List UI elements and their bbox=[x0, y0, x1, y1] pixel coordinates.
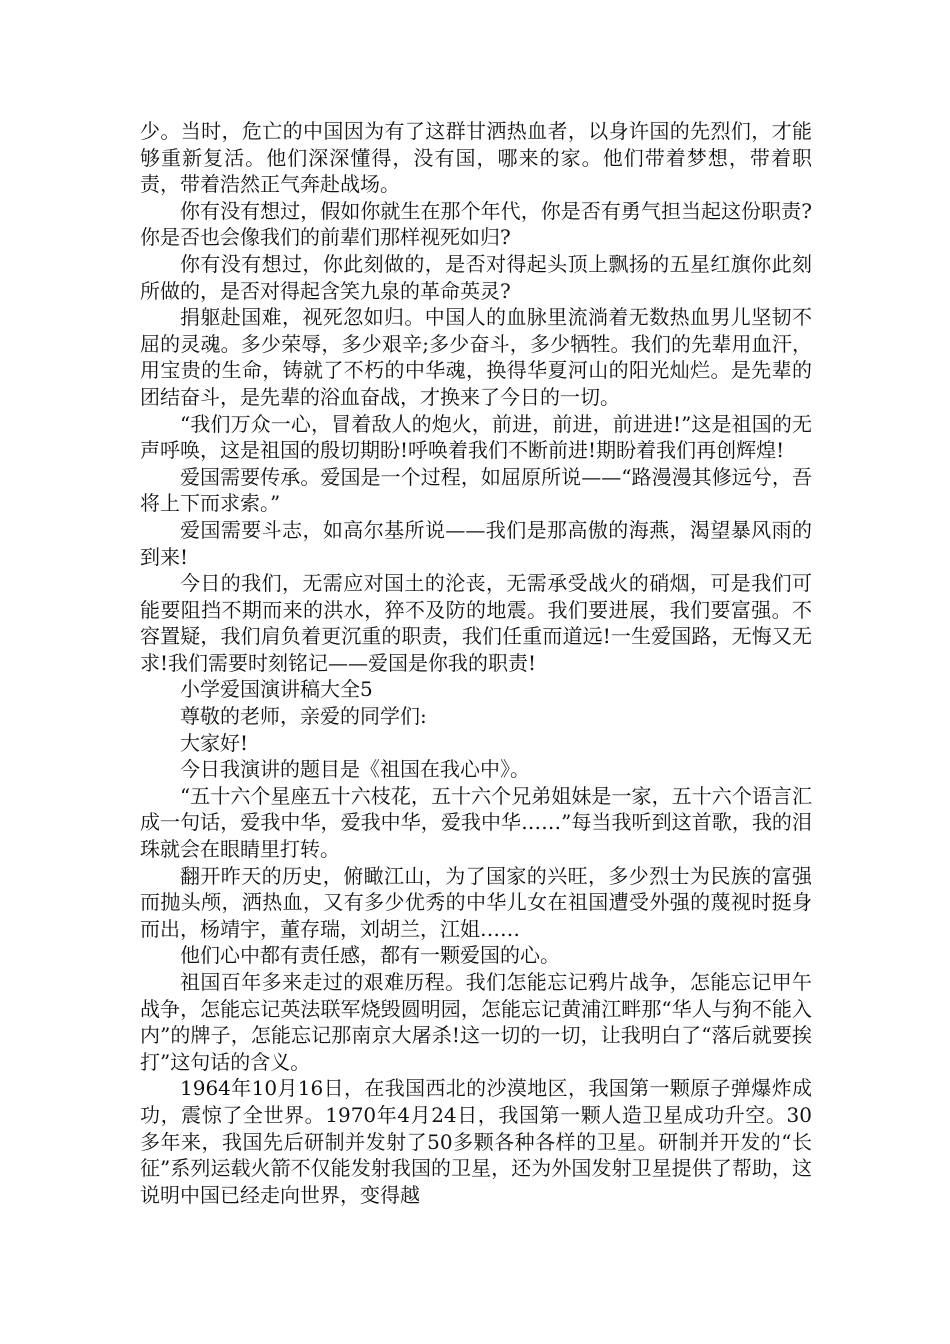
section-title: 小学爱国演讲稿大全5 bbox=[180, 677, 373, 702]
paragraph-16: 祖国百年多来走过的艰难历程。我们怎能忘记鸦片战争，怎能忘记甲午战争，怎能忘记英法联军烧毁圆明园，怎能忘记黄浦江畔那“华人与狗不能入内”的牌子，怎能忘记那南京大屠杀!这一切的一切，让我明白了“落后就要挨打”这句话的含义。 bbox=[140, 970, 812, 1074]
paragraph-2: 你有没有想过，假如你就生在那个年代，你是否有勇气担当起这份职责?你是否也会像我们的前辈们那样视死如归? bbox=[140, 198, 812, 250]
paragraph-15: 他们心中都有责任感，都有一颗爱国的心。 bbox=[180, 943, 560, 968]
greeting: 大家好! bbox=[180, 730, 249, 755]
paragraph-3: 你有没有想过，你此刻做的，是否对得起头顶上飘扬的五星红旗你此刻所做的，是否对得起含笑九泉的革命英灵? bbox=[140, 251, 812, 303]
paragraph-7: 爱国需要斗志，如高尔基所说——我们是那高傲的海燕，渴望暴风雨的到来! bbox=[140, 517, 812, 569]
paragraph-13: “五十六个星座五十六枝花，五十六个兄弟姐妹是一家，五十六个语言汇成一句话，爱我中华，爱我中华，爱我中华……”每当我听到这首歌，我的泪珠就会在眼睛里打转。 bbox=[140, 783, 812, 862]
paragraph-17: 1964年10月16日，在我国西北的沙漠地区，我国第一颗原子弹爆炸成功，震惊了全世界。1970年4月24日，我国第一颗人造卫星成功升空。30多年来，我国先后研制并发射了50多颗各种各样的卫星。研制并开发的“长征”系列运载火箭不仅能发射我国的卫星，还为外国发射卫星提供了帮助，这说明中国已经走向世界，变得越 bbox=[140, 1076, 812, 1207]
paragraph-1: 少。当时，危亡的中国因为有了这群甘洒热血者，以身许国的先烈们，才能够重新复活。他们深深懂得，没有国，哪来的家。他们带着梦想，带着职责，带着浩然正气奔赴战场。 bbox=[140, 119, 812, 197]
salutation: 尊敬的老师，亲爱的同学们: bbox=[180, 704, 427, 729]
speech-topic: 今日我演讲的题目是《祖国在我心中》。 bbox=[180, 757, 530, 782]
paragraph-6: 爱国需要传承。爱国是一个过程，如屈原所说——“路漫漫其修远兮，吾将上下而求索。” bbox=[140, 464, 812, 516]
document-page bbox=[140, 118, 812, 1208]
paragraph-8: 今日的我们，无需应对国土的沦丧，无需承受战火的硝烟，可是我们可能要阻挡不期而来的洪水，猝不及防的地震。我们要进展，我们要富强。不容置疑，我们肩负着更沉重的职责，我们任重而道远!一生爱国路，无悔又无求!我们需要时刻铭记——爱国是你我的职责! bbox=[140, 571, 812, 675]
paragraph-5: “我们万众一心，冒着敌人的炮火，前进，前进，前进进!”这是祖国的无声呼唤，这是祖国的殷切期盼!呼唤着我们不断前进!期盼着我们再创辉煌! bbox=[140, 411, 812, 463]
paragraph-14: 翻开昨天的历史，俯瞰江山，为了国家的兴旺，多少烈士为民族的富强而抛头颅，洒热血，又有多少优秀的中华儿女在祖国遭受外强的蔑视时挺身而出，杨靖宇，董存瑞，刘胡兰，江姐…… bbox=[140, 863, 812, 941]
paragraph-4: 捐躯赴国难，视死忽如归。中国人的血脉里流淌着无数热血男儿坚韧不屈的灵魂。多少荣辱，多少艰辛;多少奋斗，多少牺牲。我们的先辈用血汗，用宝贵的生命，铸就了不朽的中华魂，换得华夏河山的阳光灿烂。是先辈的团结奋斗，是先辈的浴血奋战，才换来了今日的一切。 bbox=[140, 305, 812, 409]
